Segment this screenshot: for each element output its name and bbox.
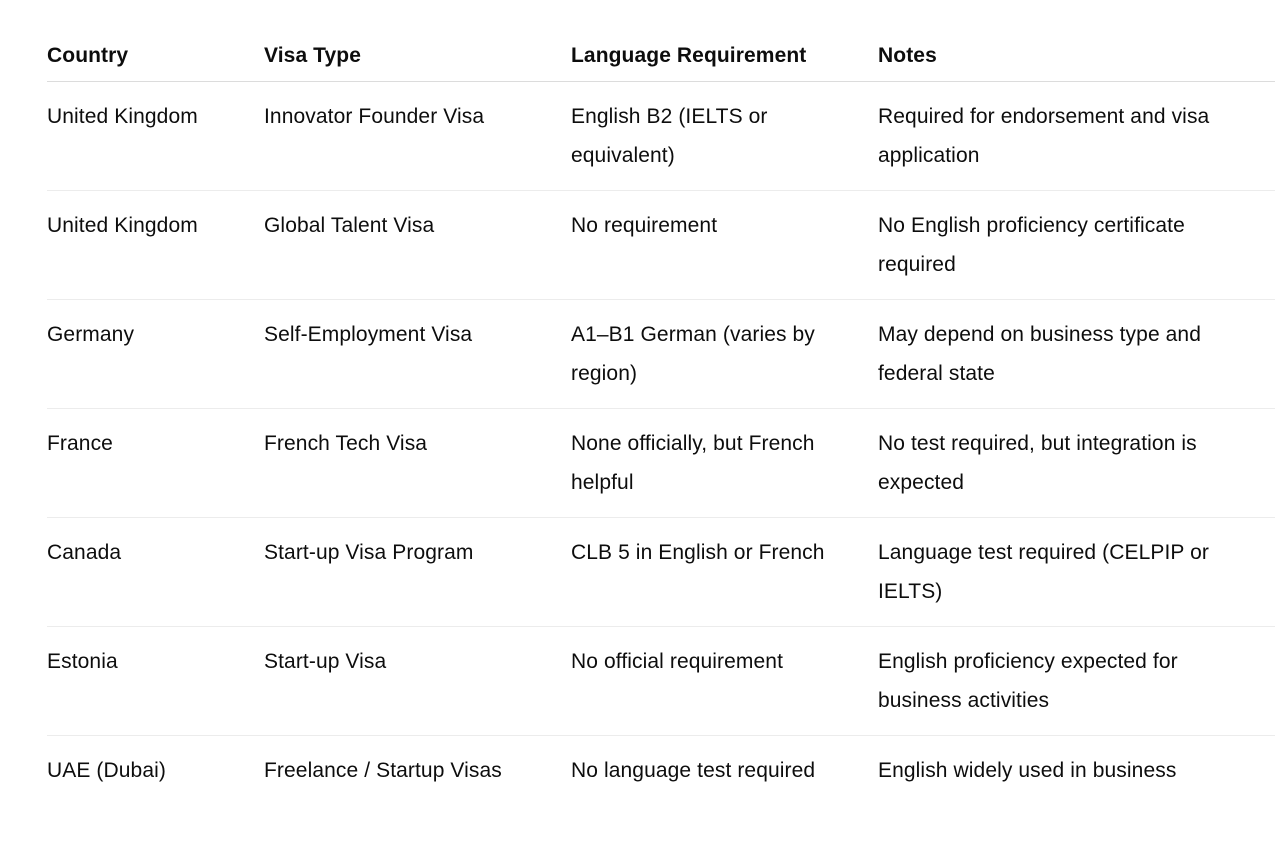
- cell-notes: English widely used in business: [878, 759, 1177, 782]
- table-row: [47, 627, 1275, 736]
- header-language-requirement: Language Requirement: [571, 44, 807, 67]
- cell-visa-type: Global Talent Visa: [264, 214, 435, 237]
- table-header-row: [47, 36, 1275, 82]
- header-visa-type: Visa Type: [264, 44, 362, 67]
- cell-country: Germany: [47, 323, 135, 346]
- cell-country: United Kingdom: [47, 105, 198, 128]
- cell-notes: No test required, but integration is expected: [878, 432, 1197, 494]
- cell-country: Canada: [47, 541, 122, 564]
- table-row: [47, 82, 1275, 191]
- cell-language-requirement: No requirement: [571, 214, 718, 237]
- cell-language-requirement: No official requirement: [571, 650, 784, 673]
- visa-table: [47, 36, 1275, 845]
- cell-language-requirement: No language test required: [571, 759, 816, 782]
- table-row: [47, 518, 1275, 627]
- table-row: [47, 300, 1275, 409]
- cell-notes: No English proficiency certificate required: [878, 214, 1185, 276]
- header-notes: Notes: [878, 44, 937, 67]
- cell-country: France: [47, 432, 113, 455]
- cell-language-requirement: None officially, but French helpful: [571, 432, 815, 494]
- cell-visa-type: Start-up Visa: [264, 650, 387, 673]
- cell-language-requirement: CLB 5 in English or French: [571, 541, 825, 564]
- cell-country: United Kingdom: [47, 214, 198, 237]
- cell-visa-type: Start-up Visa Program: [264, 541, 474, 564]
- cell-visa-type: French Tech Visa: [264, 432, 428, 455]
- cell-visa-type: Innovator Founder Visa: [264, 105, 485, 128]
- table-row: [47, 736, 1275, 845]
- cell-notes: Required for endorsement and visa application: [878, 105, 1210, 167]
- header-country: Country: [47, 44, 129, 67]
- cell-notes: May depend on business type and federal state: [878, 323, 1201, 385]
- table-row: [47, 191, 1275, 300]
- cell-visa-type: Freelance / Startup Visas: [264, 759, 502, 782]
- cell-country: UAE (Dubai): [47, 759, 166, 782]
- table-row: [47, 409, 1275, 518]
- cell-country: Estonia: [47, 650, 118, 673]
- cell-language-requirement: English B2 (IELTS or equivalent): [571, 105, 768, 167]
- cell-language-requirement: A1–B1 German (varies by region): [571, 323, 815, 385]
- cell-visa-type: Self-Employment Visa: [264, 323, 473, 346]
- cell-notes: English proficiency expected for business activities: [878, 650, 1178, 712]
- cell-notes: Language test required (CELPIP or IELTS): [878, 541, 1209, 603]
